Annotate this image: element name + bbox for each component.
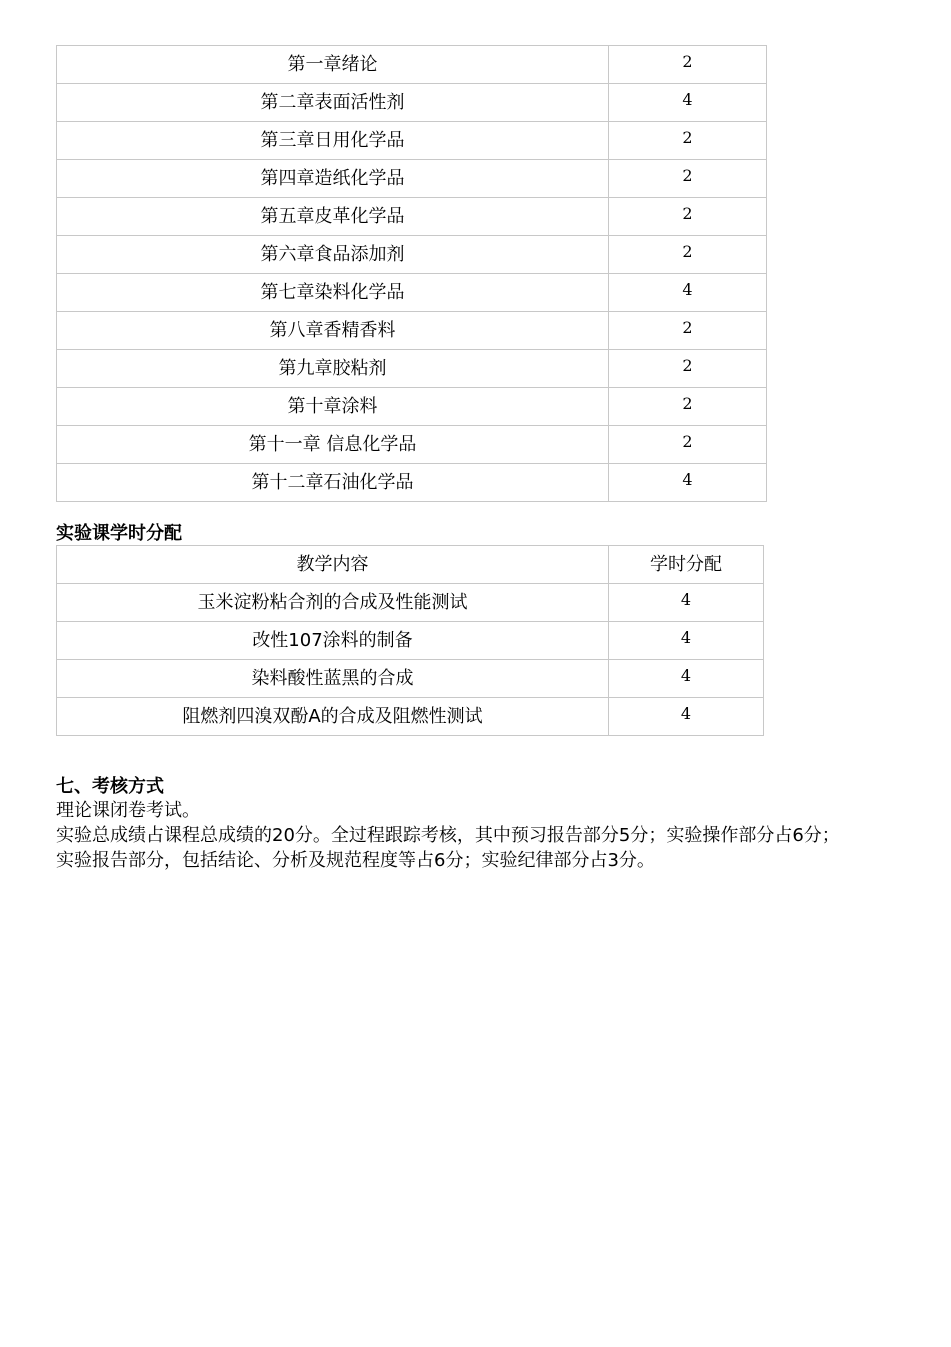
chapter-name-cell: 第九章胶粘剂	[57, 350, 609, 388]
table-row	[57, 660, 764, 698]
table-row	[57, 236, 767, 274]
table-row	[57, 198, 767, 236]
table-row	[57, 46, 767, 84]
lab-hours-cell: 4	[609, 584, 764, 622]
lab-name-cell: 染料酸性蓝黑的合成	[57, 660, 609, 698]
table-row	[57, 84, 767, 122]
table-row	[57, 122, 767, 160]
table-row	[57, 464, 767, 502]
table-row	[57, 160, 767, 198]
lab-hours-table	[56, 545, 764, 736]
table-header-row	[57, 546, 764, 584]
lab-hours-cell: 4	[609, 660, 764, 698]
lab-hours-heading: 实验课学时分配	[56, 523, 182, 544]
chapter-name-cell: 第四章造纸化学品	[57, 160, 609, 198]
chapter-hours-cell: 4	[609, 274, 767, 312]
chapter-name-cell: 第十章涂料	[57, 388, 609, 426]
chapter-hours-cell: 2	[609, 236, 767, 274]
lab-name-cell: 阻燃剂四溴双酚A的合成及阻燃性测试	[57, 698, 609, 736]
chapter-hours-cell: 2	[609, 388, 767, 426]
chapter-name-cell: 第十二章石油化学品	[57, 464, 609, 502]
assessment-text-line: 实验报告部分，包括结论、分析及规范程度等占6分；实验纪律部分占3分。	[56, 850, 655, 871]
lab-hours-cell: 4	[609, 622, 764, 660]
chapter-name-cell: 第八章香精香料	[57, 312, 609, 350]
chapter-name-cell: 第七章染料化学品	[57, 274, 609, 312]
chapter-name-cell: 第一章绪论	[57, 46, 609, 84]
lab-hours-cell: 4	[609, 698, 764, 736]
lab-name-cell: 改性107涂料的制备	[57, 622, 609, 660]
assessment-text-line: 实验总成绩占课程总成绩的20分。全过程跟踪考核，其中预习报告部分5分；实验操作部分占6分；	[56, 825, 840, 846]
chapter-hours-cell: 4	[609, 84, 767, 122]
chapter-hours-cell: 2	[609, 160, 767, 198]
column-header-content: 教学内容	[57, 546, 609, 584]
table-row	[57, 388, 767, 426]
table-row	[57, 274, 767, 312]
chapter-hours-table	[56, 45, 767, 502]
lab-name-cell: 玉米淀粉粘合剂的合成及性能测试	[57, 584, 609, 622]
table-row	[57, 698, 764, 736]
chapter-hours-cell: 2	[609, 46, 767, 84]
table-row	[57, 584, 764, 622]
column-header-hours: 学时分配	[609, 546, 764, 584]
table-row	[57, 350, 767, 388]
chapter-name-cell: 第三章日用化学品	[57, 122, 609, 160]
chapter-hours-cell: 2	[609, 122, 767, 160]
chapter-hours-cell: 2	[609, 312, 767, 350]
chapter-name-cell: 第五章皮革化学品	[57, 198, 609, 236]
assessment-heading: 七、考核方式	[56, 776, 164, 797]
chapter-name-cell: 第十一章 信息化学品	[57, 426, 609, 464]
chapter-hours-cell: 2	[609, 350, 767, 388]
chapter-hours-cell: 4	[609, 464, 767, 502]
chapter-hours-cell: 2	[609, 198, 767, 236]
table-row	[57, 622, 764, 660]
table-row	[57, 312, 767, 350]
chapter-name-cell: 第六章食品添加剂	[57, 236, 609, 274]
chapter-hours-cell: 2	[609, 426, 767, 464]
assessment-text-line: 理论课闭卷考试。	[56, 800, 200, 821]
chapter-name-cell: 第二章表面活性剂	[57, 84, 609, 122]
table-row	[57, 426, 767, 464]
